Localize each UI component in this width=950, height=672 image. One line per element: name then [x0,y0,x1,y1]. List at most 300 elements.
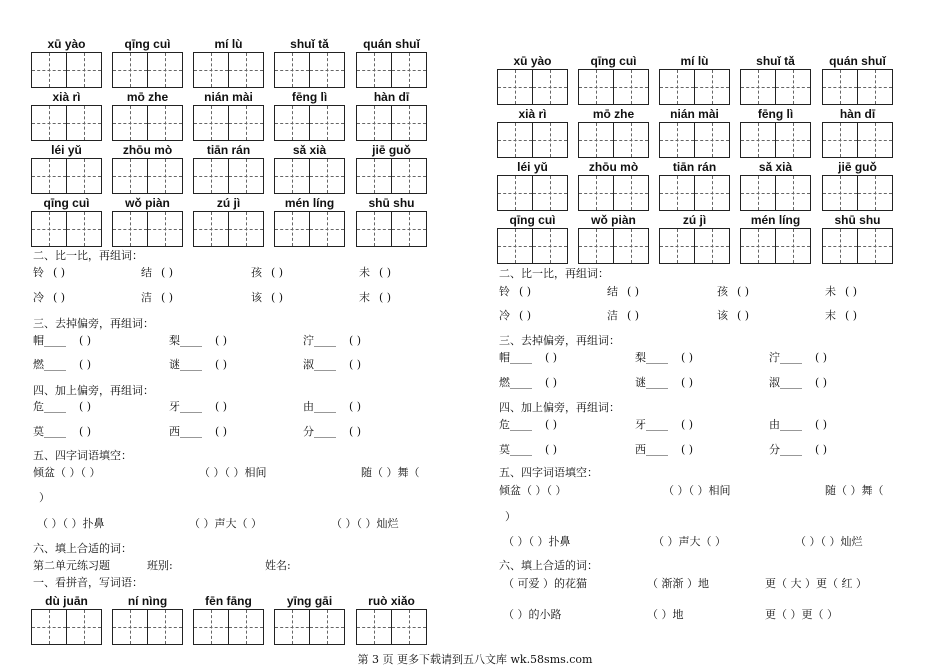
idiom-item: 倾盆（ ）（ ） [33,466,101,479]
tianzige-box[interactable] [740,175,811,211]
idiom-item: 倾盆（ ）（ ） [499,484,567,497]
tianzige-cell[interactable] [823,70,858,104]
tianzige-cell[interactable] [194,53,229,87]
pinyin-label: fēng lì [757,107,794,121]
exercise-char: 由____ [769,418,802,431]
tianzige-cell[interactable] [776,176,810,210]
answer-parens[interactable]: ( ) [815,351,828,364]
tianzige-cell[interactable] [310,159,344,193]
section-four-char-title: 五、四字词语填空： [33,449,132,462]
tianzige-cell[interactable] [229,610,263,644]
tianzige-cell[interactable] [858,176,892,210]
pinyin-label: yīng gāi [286,594,333,608]
answer-parens[interactable]: ( ) [627,309,640,322]
tianzige-cell[interactable] [357,106,392,140]
fill-item: 更（ 大 ）更（ 红 ） [765,577,867,590]
tianzige-cell[interactable] [67,53,101,87]
tianzige-cell[interactable] [32,53,67,87]
writing-row [497,54,897,108]
tianzige-box[interactable] [193,52,264,88]
tianzige-cell[interactable] [392,610,426,644]
pinyin-label: zú jì [216,196,241,210]
tianzige-cell[interactable] [67,159,101,193]
tianzige-cell[interactable] [194,159,229,193]
pinyin-label: mō zhe [592,107,635,121]
tianzige-box[interactable] [31,211,102,247]
answer-parens[interactable]: ( ) [215,358,228,371]
tianzige-box[interactable] [274,52,345,88]
pinyin-label: ní nìng [127,594,168,608]
answer-parens[interactable]: ( ) [161,266,174,279]
writing-row [497,213,897,267]
tianzige-cell[interactable] [229,159,263,193]
exercise-char: 帽____ [499,351,532,364]
answer-parens[interactable]: ( ) [845,309,858,322]
exercise-char: 泞____ [303,334,336,347]
exercise-char: 西____ [635,443,668,456]
tianzige-cell[interactable] [148,53,182,87]
section-fill-title: 六、填上合适的词： [33,542,132,555]
pinyin-label: xū yào [513,54,552,68]
tianzige-cell[interactable] [579,229,614,263]
answer-parens[interactable]: ( ) [349,400,362,413]
tianzige-box[interactable] [497,69,568,105]
exercise-char: 谜____ [635,376,668,389]
answer-parens[interactable]: ( ) [215,425,228,438]
tianzige-cell[interactable] [229,53,263,87]
tianzige-cell[interactable] [533,70,567,104]
pinyin-label: zhōu mò [588,160,639,174]
tianzige-box[interactable] [740,122,811,158]
idiom-item: （ ）（ ）扑鼻 [37,517,105,530]
exercise-char: 洁 [607,309,618,322]
answer-parens[interactable]: ( ) [349,334,362,347]
pinyin-label: dù juān [45,594,88,608]
tianzige-box[interactable] [659,69,730,105]
tianzige-box[interactable] [659,122,730,158]
exercise-char: 末 [359,291,370,304]
tianzige-box[interactable] [740,69,811,105]
exercise-char: 末 [825,309,836,322]
tianzige-box[interactable] [193,105,264,141]
idiom-item: （ ）（ ）灿烂 [331,517,399,530]
tianzige-cell[interactable] [32,159,67,193]
exercise-char: 冷 [33,291,44,304]
fill-item: （ ）地 [647,608,684,621]
exercise-char: 泞____ [769,351,802,364]
tianzige-cell[interactable] [858,229,892,263]
pinyin-label: wǒ piàn [125,196,170,210]
left-column [31,0,451,672]
tianzige-cell[interactable] [275,212,310,246]
idiom-item: （ ）（ ）灿烂 [795,535,863,548]
answer-parens[interactable]: ( ) [681,418,694,431]
tianzige-cell[interactable] [579,123,614,157]
tianzige-cell[interactable] [392,53,426,87]
pinyin-label: qīng cuì [509,213,556,227]
tianzige-cell[interactable] [498,70,533,104]
tianzige-cell[interactable] [823,229,858,263]
tianzige-cell[interactable] [32,212,67,246]
pinyin-label: tiān rán [672,160,717,174]
pinyin-label: wǒ piàn [591,213,636,227]
answer-parens[interactable]: ( ) [215,334,228,347]
tianzige-cell[interactable] [275,53,310,87]
tianzige-box[interactable] [822,228,893,264]
tianzige-cell[interactable] [695,123,729,157]
pinyin-label: zú jì [682,213,707,227]
tianzige-cell[interactable] [194,610,229,644]
tianzige-box[interactable] [578,122,649,158]
tianzige-box[interactable] [497,175,568,211]
idiom-wrap: ） [505,510,516,523]
pinyin-label: sǎ xià [292,143,327,157]
tianzige-cell[interactable] [741,176,776,210]
exercise-char: 淑____ [303,358,336,371]
exercise-char: 由____ [303,400,336,413]
exercise-char: 牙____ [169,400,202,413]
tianzige-cell[interactable] [614,176,648,210]
section-compare-title: 二、比一比，再组词： [499,267,609,280]
tianzige-box[interactable] [31,52,102,88]
pinyin-label: léi yǔ [517,160,548,174]
tianzige-cell[interactable] [357,53,392,87]
tianzige-cell[interactable] [275,106,310,140]
writing-row [31,143,431,197]
answer-parens[interactable]: ( ) [681,351,694,364]
tianzige-cell[interactable] [533,229,567,263]
answer-parens[interactable]: ( ) [815,376,828,389]
tianzige-cell[interactable] [357,159,392,193]
pinyin-label: shū shu [834,213,881,227]
pinyin-label: sǎ xià [758,160,793,174]
tianzige-box[interactable] [740,228,811,264]
exercise-char: 冷 [499,309,510,322]
tianzige-cell[interactable] [67,610,101,644]
pinyin-label: jiē guǒ [838,160,877,174]
answer-parens[interactable]: ( ) [53,291,66,304]
tianzige-box[interactable] [112,609,183,645]
tianzige-cell[interactable] [660,123,695,157]
tianzige-cell[interactable] [498,176,533,210]
idiom-item: 随（ ）舞（ [361,466,420,479]
answer-parens[interactable]: ( ) [379,266,392,279]
pinyin-label: zhōu mò [122,143,173,157]
answer-parens[interactable]: ( ) [545,418,558,431]
exercise-char: 梨____ [635,351,668,364]
section-four-char-title: 五、四字词语填空： [499,466,598,479]
tianzige-cell[interactable] [310,212,344,246]
tianzige-cell[interactable] [614,70,648,104]
exercise-char: 未 [359,266,370,279]
pinyin-label: qīng cuì [590,54,637,68]
tianzige-cell[interactable] [579,70,614,104]
pinyin-label: qīng cuì [124,37,171,51]
exercise-char: 结 [607,285,618,298]
exercise-char: 分____ [303,425,336,438]
tianzige-box[interactable] [356,609,427,645]
exercise-char: 淑____ [769,376,802,389]
tianzige-cell[interactable] [357,610,392,644]
fill-item: （ 渐渐 ）地 [647,577,709,590]
tianzige-cell[interactable] [823,123,858,157]
pinyin-label: tiān rán [206,143,251,157]
tianzige-cell[interactable] [741,123,776,157]
pinyin-label: hàn dī [839,107,876,121]
tianzige-box[interactable] [112,158,183,194]
exercise-char: 梨____ [169,334,202,347]
section-fill-title: 六、填上合适的词： [499,559,598,572]
exercise-char: 牙____ [635,418,668,431]
answer-parens[interactable]: ( ) [737,285,750,298]
tianzige-cell[interactable] [113,212,148,246]
tianzige-box[interactable] [193,609,264,645]
tianzige-cell[interactable] [32,610,67,644]
exercise-char: 燃____ [33,358,66,371]
tianzige-box[interactable] [578,69,649,105]
answer-parens[interactable]: ( ) [545,376,558,389]
pinyin-label: shū shu [368,196,415,210]
pinyin-label: léi yǔ [51,143,82,157]
exercise-char: 燃____ [499,376,532,389]
exercise-char: 孩 [717,285,728,298]
pinyin-label: xià rì [52,90,81,104]
tianzige-box[interactable] [578,175,649,211]
answer-parens[interactable]: ( ) [845,285,858,298]
tianzige-box[interactable] [193,211,264,247]
exercise-char: 分____ [769,443,802,456]
name-label: 姓名: [265,559,291,572]
answer-parens[interactable]: ( ) [737,309,750,322]
tianzige-box[interactable] [497,122,568,158]
class-label: 班别: [147,559,173,572]
exercise-char: 洁 [141,291,152,304]
pinyin-label: fēn fāng [205,594,252,608]
tianzige-cell[interactable] [776,70,810,104]
exercise-char: 谜____ [169,358,202,371]
tianzige-box[interactable] [274,211,345,247]
tianzige-box[interactable] [274,609,345,645]
tianzige-cell[interactable] [858,123,892,157]
tianzige-box[interactable] [112,105,183,141]
tianzige-cell[interactable] [148,610,182,644]
tianzige-cell[interactable] [113,159,148,193]
fill-item: 更（ ）更（ ） [765,608,838,621]
exercise-char: 危____ [499,418,532,431]
answer-parens[interactable]: ( ) [681,443,694,456]
pinyin-label: jiē guǒ [372,143,411,157]
exercise-char: 西____ [169,425,202,438]
tianzige-box[interactable] [822,175,893,211]
right-column [497,0,917,672]
tianzige-box[interactable] [193,158,264,194]
tianzige-box[interactable] [112,52,183,88]
answer-parens[interactable]: ( ) [161,291,174,304]
exercise-char: 该 [717,309,728,322]
answer-parens[interactable]: ( ) [519,309,532,322]
answer-parens[interactable]: ( ) [79,400,92,413]
tianzige-cell[interactable] [194,212,229,246]
tianzige-box[interactable] [356,211,427,247]
tianzige-cell[interactable] [776,229,810,263]
tianzige-cell[interactable] [148,212,182,246]
tianzige-box[interactable] [356,52,427,88]
tianzige-cell[interactable] [113,106,148,140]
pinyin-label: mén líng [284,196,335,210]
pinyin-label: shuǐ tǎ [290,37,329,51]
answer-parens[interactable]: ( ) [215,400,228,413]
pinyin-label: xià rì [518,107,547,121]
answer-parens[interactable]: ( ) [379,291,392,304]
tianzige-cell[interactable] [660,70,695,104]
tianzige-cell[interactable] [229,106,263,140]
tianzige-cell[interactable] [148,106,182,140]
tianzige-cell[interactable] [392,106,426,140]
pinyin-label: mí lù [680,54,709,68]
idiom-wrap: ） [39,491,50,504]
section-compare-title: 二、比一比，再组词： [33,249,143,262]
pinyin-label: mō zhe [126,90,169,104]
tianzige-cell[interactable] [741,229,776,263]
tianzige-box[interactable] [356,158,427,194]
tianzige-box[interactable] [578,228,649,264]
tianzige-box[interactable] [31,105,102,141]
fill-item: （ 可爱 ）的花猫 [503,577,587,590]
tianzige-cell[interactable] [498,123,533,157]
tianzige-cell[interactable] [113,53,148,87]
exercise-char: 未 [825,285,836,298]
answer-parens[interactable]: ( ) [79,425,92,438]
tianzige-box[interactable] [112,211,183,247]
exercise-char: 铃 [499,285,510,298]
exercise-char: 危____ [33,400,66,413]
idiom-item: （ ）声大（ ） [189,517,262,530]
tianzige-box[interactable] [822,69,893,105]
writing-row [31,90,431,144]
fill-item: （ ）的小路 [503,608,562,621]
pinyin-label: xū yào [47,37,86,51]
writing-row [31,594,431,648]
writing-row [31,37,431,91]
exercise-char: 铃 [33,266,44,279]
pinyin-label: quán shuǐ [363,37,420,51]
tianzige-cell[interactable] [275,159,310,193]
tianzige-cell[interactable] [533,123,567,157]
tianzige-cell[interactable] [695,229,729,263]
pinyin-label: mí lù [214,37,243,51]
section-remove-radical-title: 三、去掉偏旁，再组词： [33,317,154,330]
tianzige-cell[interactable] [579,176,614,210]
tianzige-cell[interactable] [392,212,426,246]
pinyin-label: ruò xiǎo [368,594,415,608]
tianzige-box[interactable] [274,105,345,141]
tianzige-box[interactable] [31,609,102,645]
tianzige-cell[interactable] [310,610,344,644]
idiom-item: （ ）（ ）扑鼻 [503,535,571,548]
tianzige-cell[interactable] [614,229,648,263]
answer-parens[interactable]: ( ) [815,418,828,431]
tianzige-cell[interactable] [498,229,533,263]
answer-parens[interactable]: ( ) [681,376,694,389]
answer-parens[interactable]: ( ) [519,285,532,298]
tianzige-cell[interactable] [148,159,182,193]
writing-row [31,196,431,250]
idiom-item: （ ）（ ）相间 [199,466,267,479]
tianzige-cell[interactable] [67,212,101,246]
tianzige-cell[interactable] [67,106,101,140]
tianzige-cell[interactable] [660,176,695,210]
section-add-radical-title: 四、加上偏旁，再组词： [33,384,154,397]
exercise-char: 孩 [251,266,262,279]
tianzige-box[interactable] [659,228,730,264]
answer-parens[interactable]: ( ) [545,443,558,456]
idiom-item: 随（ ）舞（ [825,484,884,497]
exercise-char: 莫____ [33,425,66,438]
tianzige-cell[interactable] [695,176,729,210]
answer-parens[interactable]: ( ) [815,443,828,456]
pinyin-label: qīng cuì [43,196,90,210]
answer-parens[interactable]: ( ) [627,285,640,298]
tianzige-box[interactable] [659,175,730,211]
tianzige-box[interactable] [497,228,568,264]
tianzige-cell[interactable] [32,106,67,140]
section-remove-radical-title: 三、去掉偏旁，再组词： [499,334,620,347]
tianzige-box[interactable] [274,158,345,194]
idiom-item: （ ）声大（ ） [653,535,726,548]
tianzige-box[interactable] [31,158,102,194]
answer-parens[interactable]: ( ) [79,358,92,371]
tianzige-cell[interactable] [310,106,344,140]
tianzige-cell[interactable] [357,212,392,246]
exercise-char: 莫____ [499,443,532,456]
tianzige-box[interactable] [356,105,427,141]
exercise-title: 第二单元练习题 [33,559,110,572]
tianzige-cell[interactable] [194,106,229,140]
answer-parens[interactable]: ( ) [53,266,66,279]
answer-parens[interactable]: ( ) [545,351,558,364]
answer-parens[interactable]: ( ) [271,291,284,304]
pinyin-label: shuǐ tǎ [756,54,795,68]
tianzige-cell[interactable] [533,176,567,210]
tianzige-cell[interactable] [695,70,729,104]
tianzige-cell[interactable] [310,53,344,87]
pinyin-label: mén líng [750,213,801,227]
answer-parens[interactable]: ( ) [349,358,362,371]
pinyin-label: quán shuǐ [829,54,886,68]
tianzige-box[interactable] [822,122,893,158]
section-pinyin-title: 一、看拼音，写词语： [33,576,143,589]
answer-parens[interactable]: ( ) [349,425,362,438]
writing-row [497,160,897,214]
tianzige-cell[interactable] [776,123,810,157]
tianzige-cell[interactable] [275,610,310,644]
tianzige-cell[interactable] [741,70,776,104]
tianzige-cell[interactable] [113,610,148,644]
pinyin-label: nián mài [670,107,719,121]
writing-row [497,107,897,161]
answer-parens[interactable]: ( ) [271,266,284,279]
tianzige-cell[interactable] [229,212,263,246]
idiom-item: （ ）（ ）相间 [663,484,731,497]
exercise-char: 该 [251,291,262,304]
tianzige-cell[interactable] [823,176,858,210]
answer-parens[interactable]: ( ) [79,334,92,347]
tianzige-cell[interactable] [614,123,648,157]
pinyin-label: hàn dī [373,90,410,104]
tianzige-cell[interactable] [660,229,695,263]
tianzige-cell[interactable] [392,159,426,193]
tianzige-cell[interactable] [858,70,892,104]
